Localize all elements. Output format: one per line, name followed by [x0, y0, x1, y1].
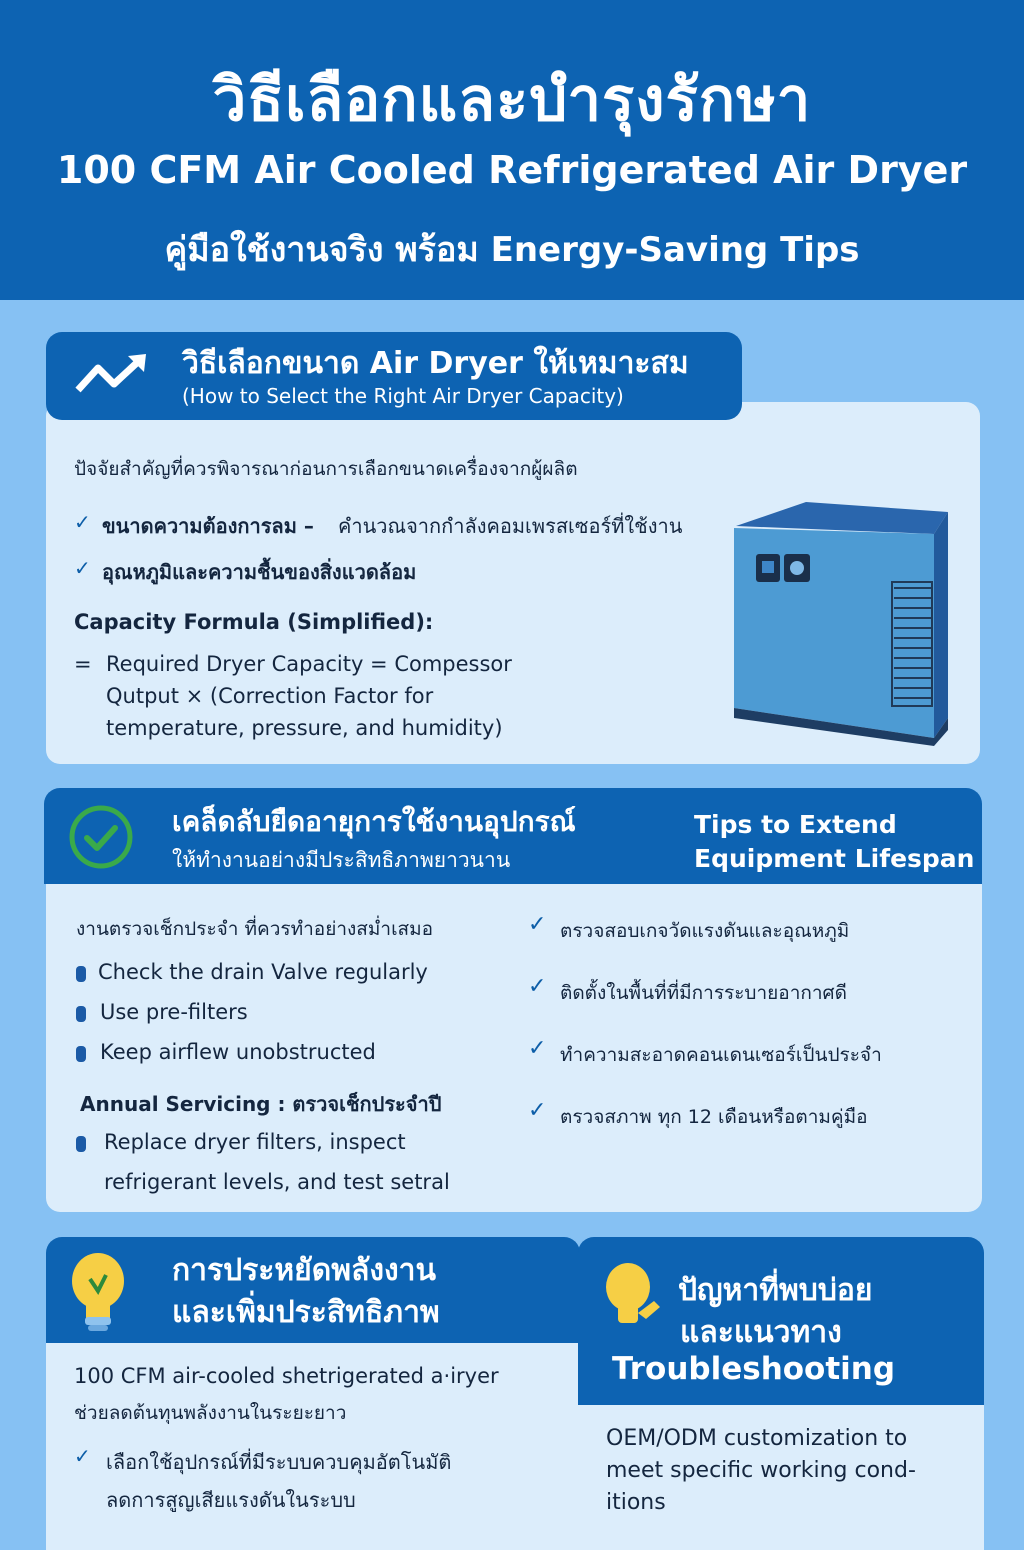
- wrench-bulb-icon: [604, 1261, 664, 1333]
- header-banner: [0, 0, 1024, 300]
- energy-item-2: ลดการสูญเสียแรงดันในระบบ: [106, 1488, 356, 1512]
- trouble-heading-1: ปัญหาที่พบบ่อย: [678, 1273, 873, 1308]
- formula-line-3: temperature, pressure, and humidity): [106, 716, 503, 740]
- tips-header: [44, 788, 982, 884]
- check-icon: ✓: [528, 912, 547, 937]
- bullet-icon: [76, 1046, 86, 1062]
- check-icon: ✓: [528, 1098, 547, 1123]
- select-item-2-label: อุณหภูมิและความชื้นของสิ่งแวดล้อม: [102, 560, 417, 584]
- energy-card: [46, 1330, 580, 1550]
- tips-heading-thai-2: ให้ทำงานอย่างมีประสิทธิภาพยาวนาน: [172, 848, 511, 872]
- lightbulb-icon: [68, 1251, 128, 1333]
- annual-line-2: refrigerant levels, and test setral: [104, 1170, 450, 1194]
- energy-heading-1: การประหยัดพลังงาน: [172, 1253, 437, 1288]
- tips-right-item-1: ตรวจสอบเกจวัดแรงดันและอุณหภูมิ: [560, 920, 850, 942]
- formula-prefix: =: [74, 652, 92, 676]
- energy-intro-2: ช่วยลดต้นทุนพลังงานในระยะยาว: [74, 1402, 347, 1424]
- select-heading-english: (How to Select the Right Air Dryer Capacity): [182, 384, 624, 408]
- bullet-icon: [76, 1006, 86, 1022]
- select-capacity-header: [46, 332, 742, 420]
- check-icon: ✓: [528, 1036, 547, 1061]
- select-capacity-card: [46, 402, 980, 764]
- bullet-icon: [76, 1136, 86, 1152]
- check-icon: ✓: [74, 556, 91, 580]
- troubleshooting-card: [578, 1400, 984, 1550]
- routine-title: งานตรวจเช็กประจำ ที่ควรทำอย่างสม่ำเสมอ: [76, 918, 434, 940]
- routine-item-2: Use pre-filters: [100, 1000, 248, 1024]
- formula-title: Capacity Formula (Simplified):: [74, 610, 434, 634]
- select-item-1-label: ขนาดความต้องการลม –: [102, 514, 314, 538]
- annual-line-1: Replace dryer filters, inspect: [104, 1130, 406, 1154]
- energy-header: [46, 1237, 580, 1343]
- tips-right-item-3: ทำความสะอาดคอนเดนเซอร์เป็นประจำ: [560, 1044, 882, 1066]
- trouble-heading-3: Troubleshooting: [612, 1351, 896, 1387]
- formula-line-1: Required Dryer Capacity = Compessor: [106, 652, 512, 676]
- tips-right-item-4: ตรวจสภาพ ทุก 12 เดือนหรือตามคู่มือ: [560, 1106, 868, 1128]
- tips-heading-english-1: Tips to Extend: [694, 810, 897, 839]
- check-icon: ✓: [74, 1444, 91, 1468]
- subtitle: คู่มือใช้งานจริง พร้อม Energy-Saving Tips: [164, 230, 860, 270]
- tips-heading-english-2: Equipment Lifespan: [694, 844, 975, 873]
- routine-item-1: Check the drain Valve regularly: [98, 960, 428, 984]
- trouble-line-1: OEM/ODM customization to: [606, 1426, 908, 1451]
- check-icon: ✓: [74, 510, 91, 534]
- bullet-icon: [76, 966, 86, 982]
- tips-heading-thai-1: เคล็ดลับยืดอายุการใช้งานอุปกรณ์: [172, 805, 576, 838]
- check-circle-icon: [68, 804, 134, 870]
- check-icon: ✓: [528, 974, 547, 999]
- tips-card: [46, 870, 982, 1212]
- energy-heading-2: และเพิ่มประสิทธิภาพ: [172, 1295, 440, 1330]
- troubleshooting-header: [578, 1237, 984, 1405]
- routine-item-3: Keep airflew unobstructed: [100, 1040, 376, 1064]
- trouble-line-2: meet specific working cond-: [606, 1458, 916, 1483]
- select-intro: ปัจจัยสำคัญที่ควรพิจารณาก่อนการเลือกขนาดเครื่องจากผู้ผลิต: [74, 458, 578, 480]
- select-item-1-detail: คำนวณจากกำลังคอมเพรสเซอร์ที่ใช้งาน: [338, 514, 683, 538]
- annual-title: Annual Servicing : ตรวจเช็กประจำปี: [80, 1092, 442, 1116]
- select-heading-thai: วิธีเลือกขนาด Air Dryer ให้เหมาะสม: [182, 346, 689, 381]
- energy-intro-1: 100 CFM air-cooled shetrigerated a·iryer: [74, 1364, 499, 1388]
- trend-up-icon: [74, 350, 150, 402]
- trouble-line-3: itions: [606, 1490, 666, 1515]
- energy-item-1: เลือกใช้อุปกรณ์ที่มีระบบควบคุมอัตโนมัติ: [106, 1450, 452, 1474]
- air-dryer-machine: [726, 498, 966, 748]
- formula-line-2: Qutput × (Correction Factor for: [106, 684, 434, 708]
- trouble-heading-2: และแนวทาง: [680, 1315, 842, 1350]
- title-english: 100 CFM Air Cooled Refrigerated Air Dryer: [56, 148, 968, 192]
- tips-right-item-2: ติดตั้งในพื้นที่ที่มีการระบายอากาศดี: [560, 982, 847, 1004]
- title-thai: วิธีเลือกและบำรุงรักษา: [212, 65, 812, 135]
